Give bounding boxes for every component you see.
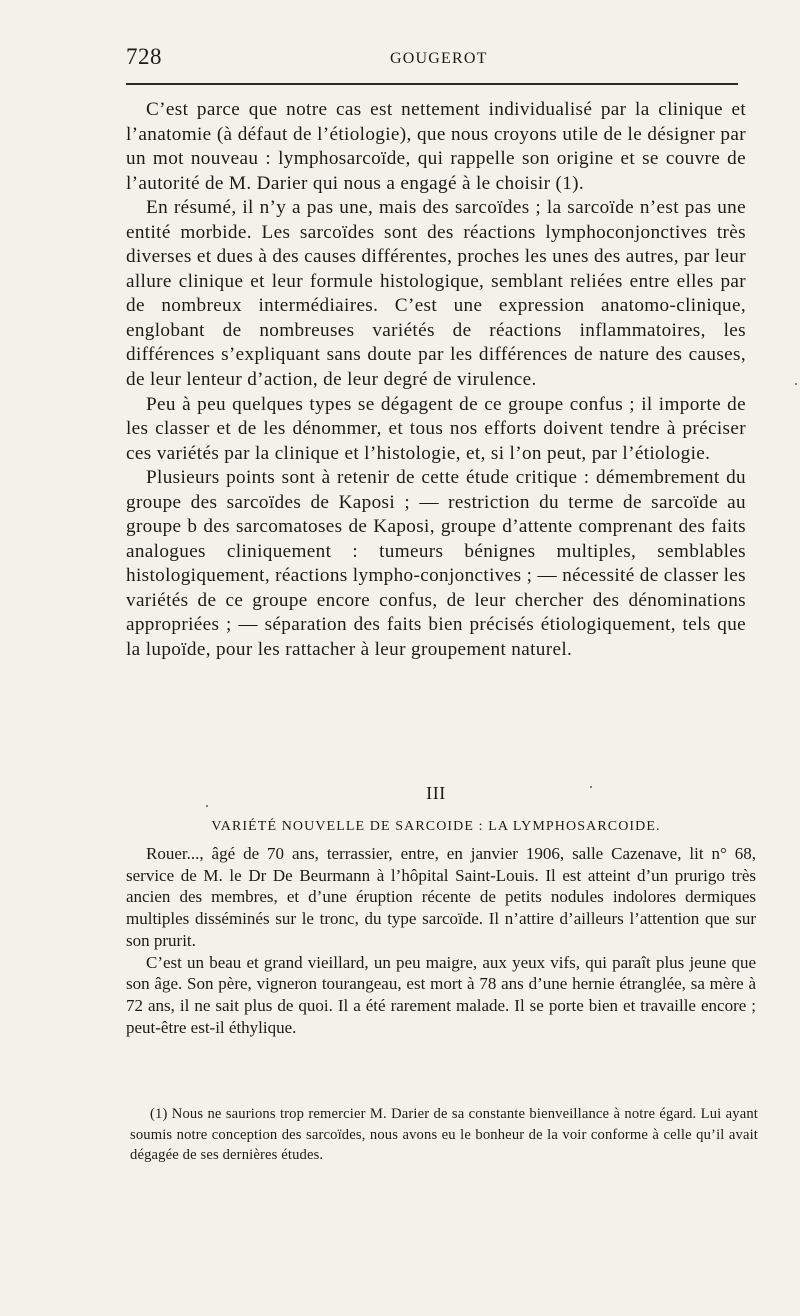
- paper-speck: [590, 786, 592, 788]
- body-paragraph: Plusieurs points sont à retenir de cette étude critique : démembrement du groupe des sarcoïdes de Kaposi ; — restriction du terme de sarcoïde au groupe b des sarcomatoses de Kaposi, groupe d’attente comprenant des faits analogues cliniquement : tumeurs bénignes multiples, semblables histologiquement, réactions lympho-conjonctives ; — nécessité de classer les variétés de ce groupe encore confus, de leur chercher des dénominations appropriées ; — séparation des faits bien précisés étiologiquement, tels que la lupoïde, pour les rattacher à leur groupement naturel.: [126, 467, 746, 661]
- body-paragraph: C’est parce que notre cas est nettement individualisé par la clinique et l’anatomie (à défaut de l’étiologie), que nous croyons utile de le désigner par un mot nouveau : lymphosarcoïde, qui rappelle son origine et se couvre de l’autorité de M. Darier qui nous a engagé à le choisir (1).: [126, 99, 746, 194]
- main-text-block: [126, 98, 746, 663]
- case-report-block: [126, 843, 756, 1038]
- case-paragraph: C’est un beau et grand vieillard, un peu maigre, aux yeux vifs, qui paraît plus jeune que son âge. Son père, vigneron tourangeau, est mort à 78 ans d’une hernie étranglée, sa mère à 72 ans, il ne sait plus de quoi. Il a été rarement malade. Il se porte bien et travaille encore ; peut-être est-il éthylique.: [126, 952, 756, 1037]
- footnote-text: (1) Nous ne saurions trop remercier M. Darier de sa constante bienveillance à notre égard. Lui ayant soumis notre conception des sarcoïdes, nous avons eu le bonheur de la voir conforme à celle qu’il avait dégagée de ses dernières études.: [130, 1106, 758, 1163]
- footnote: [130, 1104, 758, 1166]
- section-title: VARIÉTÉ NOUVELLE DE SARCOIDE : LA LYMPHOSARCOIDE.: [211, 819, 661, 834]
- running-head: GOUGEROT: [390, 50, 488, 67]
- paper-speck: [795, 383, 797, 385]
- case-paragraph: Rouer..., âgé de 70 ans, terrassier, entre, en janvier 1906, salle Cazenave, lit n° 68, service de M. le Dr De Beurmann à l’hôpital Saint-Louis. Il est atteint d’un prurigo très ancien des membres, et d’une éruption récente de petits nodules indolores dermiques multiples disséminés sur le tronc, du type sarcoïde. Il n’attire d’ailleurs l’attention que sur son prurit.: [126, 844, 756, 950]
- body-paragraph: En résumé, il n’y a pas une, mais des sarcoïdes ; la sarcoïde n’est pas une entité morbide. Les sarcoïdes sont des réactions lymphoconjonctives très diverses et dues à des causes différentes, proches les unes des autres, par leur allure clinique et leur formule histologique, semblant reliées entre elles par de nombreux intermédiaires. C’est une expression anatomo-clinique, englobant de nombreuses variétés de réactions inflammatoires, les différences s’expliquant sans doute par les différences de nature des causes, de leur lenteur d’action, de leur degré de virulence.: [126, 197, 746, 391]
- section-number: III: [426, 783, 446, 803]
- body-paragraph: Peu à peu quelques types se dégagent de ce groupe confus ; il importe de les classer et de les dénommer, et tous nos efforts doivent tendre à préciser ces variétés par la clinique et l’histologie, et, si l’on peut, par l’étiologie.: [126, 393, 746, 464]
- page-number: 728: [126, 44, 162, 69]
- paper-speck: [206, 805, 208, 807]
- header-rule: [126, 83, 738, 85]
